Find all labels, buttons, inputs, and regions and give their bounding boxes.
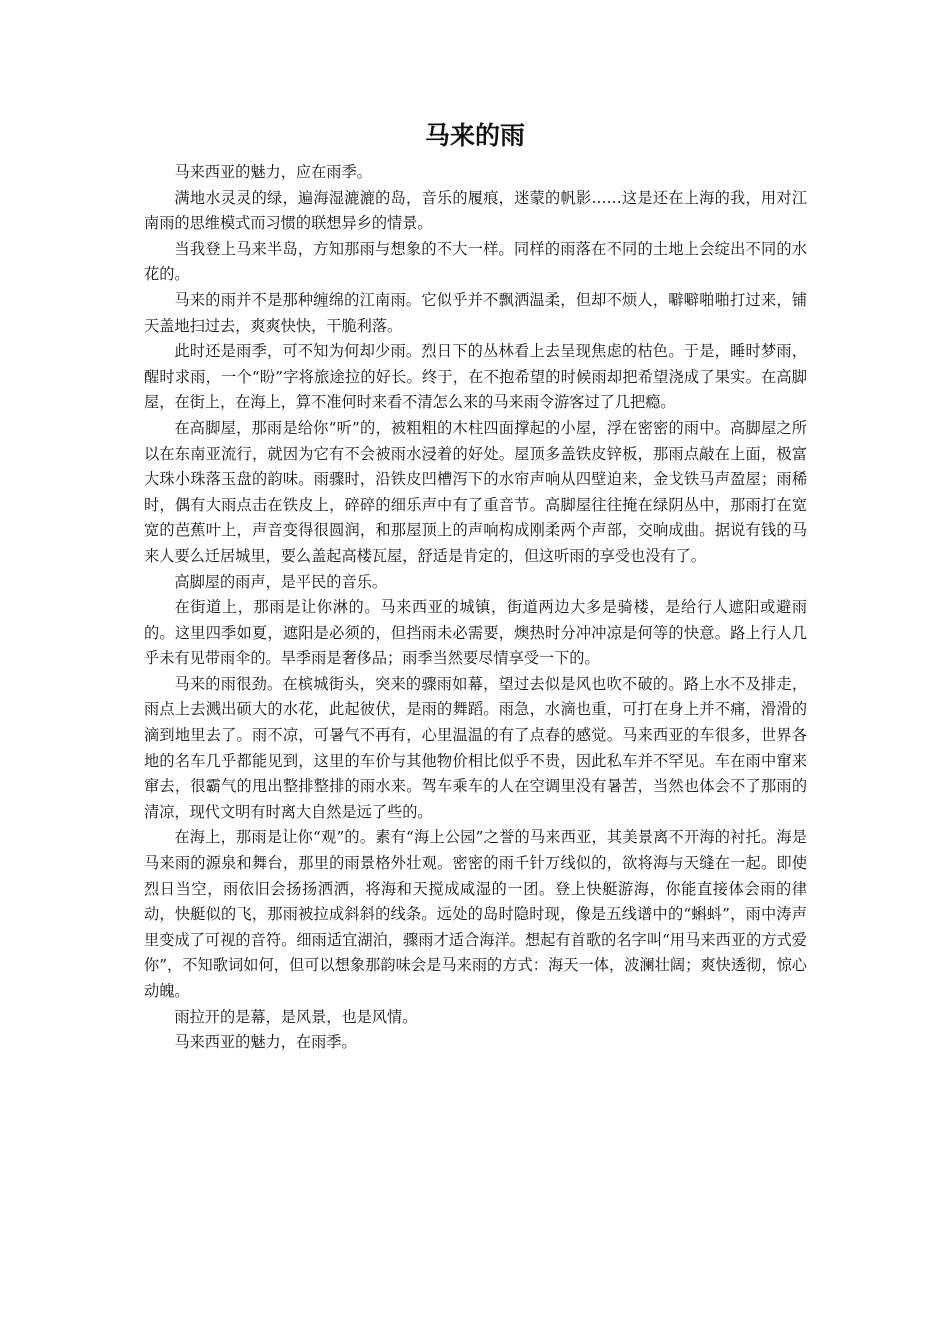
paragraph: 马来的雨并不是那种缠绵的江南雨。它似乎并不飘洒温柔，但却不烦人，噼噼啪啪打过来，铺天盖地扫过去，爽爽快快，干脆利落。: [144, 290, 807, 335]
paragraph: 马来西亚的魅力，应在雨季。: [174, 163, 372, 181]
paragraph: 雨拉开的是幕，是风景，也是风情。: [174, 1007, 418, 1026]
paragraph: 马来的雨很劲。在槟城街头，突来的骤雨如幕，望过去似是风也吹不破的。路上水不及排走，雨点上去溅出硕大的水花，此起彼伏，是雨的舞蹈。雨急，水滴也重，可打在身上并不痛，滑滑的滴到地里去了。雨不凉，可暑气不再有，心里温温的有了点春的感觉。马来西亚的车很多，世界各地的名车几乎都能见到，这里的车价与其他物价相比似乎不贵，因此私车并不罕见。车在雨中窜来窜去，很霸气的甩出整排整排的雨水来。驾车乘车的人在空调里没有暑苦，当然也体会不了那雨的清凉，现代文明有时离大自然是远了些的。: [144, 674, 807, 821]
paragraph: 当我登上马来半岛，方知那雨与想象的不大一样。同样的雨落在不同的土地上会绽出不同的水花的。: [144, 239, 807, 284]
paragraph: 满地水灵灵的绿，遍海湿漉漉的岛，音乐的履痕，迷蒙的帆影……这是还在上海的我，用对江南雨的思维模式而习惯的联想异乡的情景。: [144, 188, 807, 233]
document-title: 马来的雨: [424, 121, 525, 150]
paragraph: 此时还是雨季，可不知为何却少雨。烈日下的丛林看上去呈现焦虑的枯色。于是，睡时梦雨，醒时求雨，一个“盼”字将旅途拉的好长。终于，在不抱希望的时候雨却把希望浇成了果实。在高脚屋，在街上，在海上，算不准何时来看不清怎么来的马来雨令游客过了几把瘾。: [144, 342, 807, 412]
paragraph: 马来西亚的魅力，在雨季。: [174, 1033, 357, 1052]
document-body: [144, 160, 807, 1056]
paragraph: 高脚屋的雨声，是平民的音乐。: [174, 572, 388, 591]
paragraph: 在海上，那雨是让你“观”的。素有“海上公园”之誉的马来西亚，其美景离不开海的衬托。海是马来雨的源泉和舞台，那里的雨景格外壮观。密密的雨千针万线似的，欲将海与天缝在一起。即使烈日当空，雨依旧会扬扬洒洒，将海和天搅成咸湿的一团。登上快艇游海，你能直接体会雨的律动，快艇似的飞，那雨被拉成斜斜的线条。远处的岛时隐时现，像是五线谱中的“蝌蚪”，雨中涛声里变成了可视的音符。细雨适宜湖泊，骤雨才适合海洋。想起有首歌的名字叫“用马来西亚的方式爱你”，不知歌词如何，但可以想象那韵味会是马来雨的方式：海天一体，波澜壮阔；爽快透彻，惊心动魄。: [144, 828, 807, 1000]
paragraph: 在街道上，那雨是让你淋的。马来西亚的城镇，街道两边大多是骑楼，是给行人遮阳或避雨的。这里四季如夏，遮阳是必须的，但挡雨未必需要，燠热时分冲冲凉是何等的快意。路上行人几乎未有见带雨伞的。旱季雨是奢侈品；雨季当然要尽情享受一下的。: [144, 598, 807, 668]
paragraph: 在高脚屋，那雨是给你“听”的，被粗粗的木柱四面撑起的小屋，浮在密密的雨中。高脚屋之所以在东南亚流行，就因为它有不会被雨水浸着的好处。屋顶多盖铁皮锌板，那雨点敲在上面，极富大珠小珠落玉盘的韵味。雨骤时，沿铁皮凹槽泻下的水帘声响从四壁迫来，金戈铁马声盈屋；雨稀时，偶有大雨点击在铁皮上，碎碎的细乐声中有了重音节。高脚屋往往掩在绿阴丛中，那雨打在宽宽的芭蕉叶上，声音变得很圆润，和那屋顶上的声响构成刚柔两个声部，交响成曲。据说有钱的马来人要么迁居城里，要么盖起高楼瓦屋，舒适是肯定的，但这听雨的享受也没有了。: [144, 418, 807, 565]
